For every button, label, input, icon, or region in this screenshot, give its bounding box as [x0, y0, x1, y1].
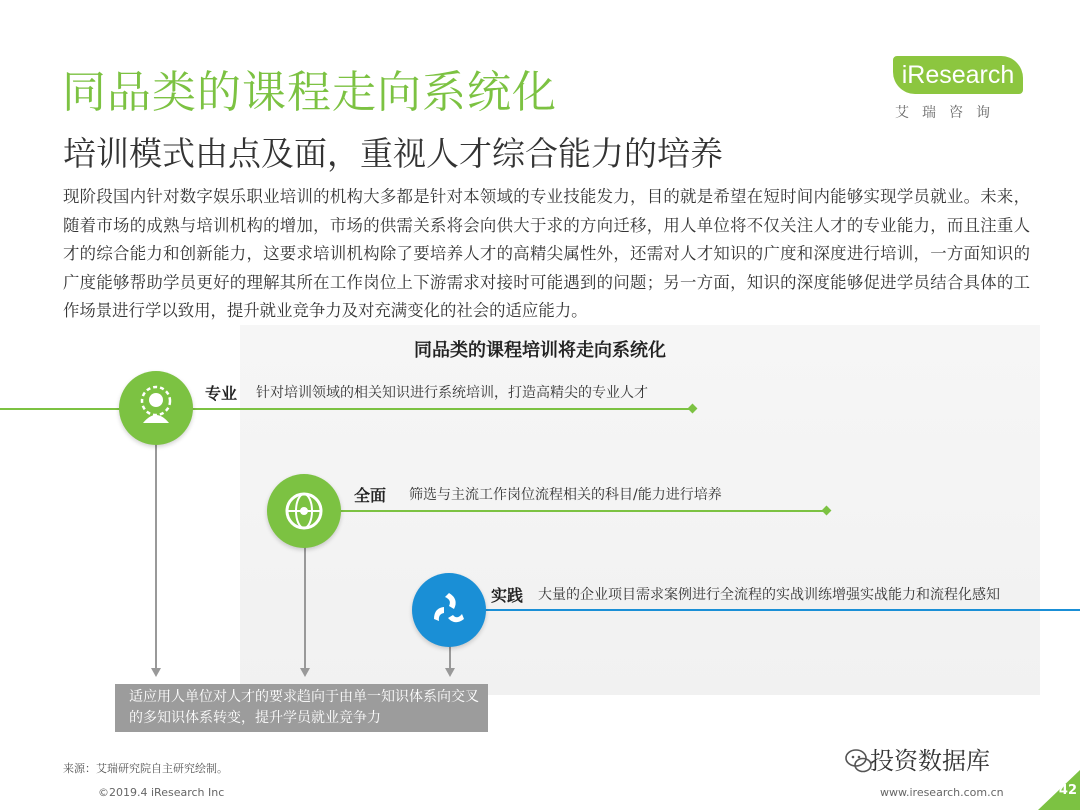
node-comprehensive: [267, 474, 341, 548]
watermark-text: 投资数据库: [870, 747, 990, 775]
node-professional: [119, 371, 193, 445]
globe-network-icon: [267, 474, 341, 548]
node-1-line: [0, 408, 693, 410]
node-practice: [412, 573, 486, 647]
copyright: ©2019.4 iResearch Inc: [98, 786, 225, 799]
node-3-line: [449, 609, 1080, 611]
triskelion-icon: [412, 573, 486, 647]
connector-2-arrow: [300, 668, 310, 677]
professional-person-icon: [119, 371, 193, 445]
source-note: 来源：艾瑞研究院自主研究绘制。: [63, 762, 228, 775]
connector-3: [449, 646, 451, 668]
node-1-desc: 针对培训领域的相关知识进行系统培训，打造高精尖的专业人才: [256, 385, 648, 401]
intro-paragraph: 现阶段国内针对数字娱乐职业培训的机构大多都是针对本领域的专业技能发力，目的就是希望在短时间内能够实现学员就业。未来，随着市场的成熟与培训机构的增加，市场的供需关系将会向供大于求的方向迁移，用人单位将不仅关注人才的专业能力，而且注重人才的综合能力和创新能力，这要求培训机构除了要培养人才的高精尖属性外，还需对人才知识的广度和深度进行培训，一方面知识的广度能够帮助学员更好的理解其所在工作岗位上下游需求对接时可能遇到的问题；另一方面，知识的深度能够促进学员结合具体的工作场景进行学以致用，提升就业竞争力及对充满变化的社会的适应能力。: [63, 187, 1030, 320]
connector-3-arrow: [445, 668, 455, 677]
connector-2: [304, 546, 306, 668]
page-title: 同品类的课程走向系统化: [62, 67, 557, 118]
node-2-line: [304, 510, 827, 512]
page-number: 42: [1058, 783, 1077, 798]
logo-chinese: 艾瑞咨询: [895, 105, 1003, 121]
node-1-label: 专业: [205, 384, 238, 403]
summary-box: 适应用人单位对人才的要求趋向于由单一知识体系向交叉的多知识体系转变，提升学员就业竞争力: [115, 684, 488, 732]
website-url: www.iresearch.com.cn: [880, 786, 1004, 799]
logo-wordmark: iResearch: [893, 56, 1023, 94]
page-subtitle: 培训模式由点及面，重视人才综合能力的培养: [63, 134, 723, 173]
node-2-desc: 筛选与主流工作岗位流程相关的科目/能力进行培养: [409, 487, 722, 503]
node-3-label: 实践: [491, 586, 524, 605]
iresearch-logo: [893, 56, 1028, 126]
connector-1-arrow: [151, 668, 161, 677]
connector-1: [155, 444, 157, 668]
node-3-desc: 大量的企业项目需求案例进行全流程的实战训练增强实战能力和流程化感知: [538, 587, 1000, 603]
node-2-label: 全面: [354, 486, 387, 505]
diagram-title: 同品类的课程培训将走向系统化: [414, 340, 666, 361]
